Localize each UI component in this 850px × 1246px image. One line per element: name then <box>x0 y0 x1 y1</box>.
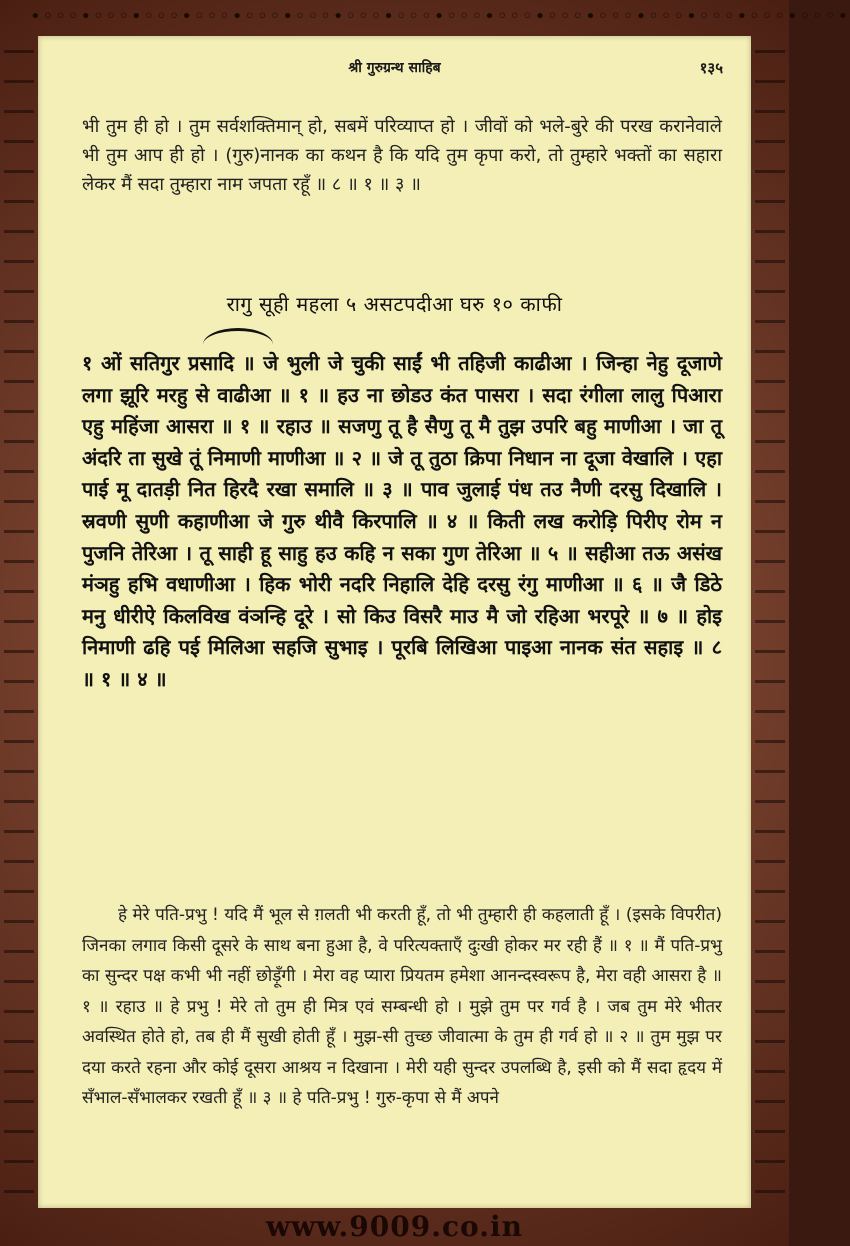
translation-top: भी तुम ही हो । तुम सर्वशक्तिमान् हो, सबमें परिव्याप्त हो । जीवों को भले-बुरे की परख करानेवाले भी तुम आप ही हो । (गुरु)नानक का कथन है कि यदि तुम कृपा करो, तो तुम्हारे भक्तों का सहारा लेकर मैं सदा तुम्हारा नाम जपता रहूँ ॥ ८ ॥ १ ॥ ३ ॥ <box>82 116 722 195</box>
left-ornament <box>4 36 34 1210</box>
footer-url: www.9009.co.in <box>266 1210 523 1243</box>
top-ornament: •◦◦◦•◦◦◦•◦◦◦•◦◦◦•◦◦◦•◦◦◦•◦◦◦•◦◦◦•◦◦◦•◦◦◦•◦◦◦•◦◦◦•◦◦◦•◦◦◦•◦◦◦•◦◦◦• <box>30 6 850 27</box>
scripture-page <box>38 36 751 1208</box>
raag-heading: रागु सूही महला ५ असटपदीआ घरु १० काफी <box>226 292 563 316</box>
translation-bottom: हे मेरे पति-प्रभु ! यदि मैं भूल से ग़लती भी करती हूँ, तो भी तुम्हारी ही कहलाती हूँ । (इसके विपरीत) जिनका लगाव किसी दूसरे के साथ बना हुआ है, वे परित्यक्ताएँ दुःखी होकर मर रही हैं ॥ १ ॥ मैं पति-प्रभु का सुन्दर पक्ष कभी भी नहीं छोड़ूँगी । मेरा वह प्यारा प्रियतम हमेशा आनन्दस्वरूप है, मेरा वही आसरा है ॥ १ ॥ रहाउ ॥ हे प्रभु ! मेरे तो तुम ही मित्र एवं सम्बन्धी हो । मुझे तुम पर गर्व है । जब तुम मेरे भीतर अवस्थित होते हो, तब ही मैं सुखी होती हूँ । मुझ-सी तुच्छ जीवात्मा के तुम ही गर्व हो ॥ २ ॥ तुम मुझ पर दया करते रहना और कोई दूसरा आश्रय न दिखाना । मेरी यही सुन्दर उपलब्धि है, इसी को मैं सदा हृदय में सँभाल-सँभालकर रखती हूँ ॥ ३ ॥ हे पति-प्रभु ! गुरु-कृपा से मैं अपने <box>82 905 722 1108</box>
page-number: १३५ <box>699 59 723 77</box>
right-ornament <box>755 36 785 1210</box>
page-header <box>38 58 751 88</box>
gurbani-text: १ ओं सतिगुर प्रसादि ॥ जे भुली जे चुकी साईं भी तहिजी काढीआ । जिन्हा नेहु दूजाणे लगा झूरि मरहु से वाढीआ ॥ १ ॥ हउ ना छोडउ कंत पासरा । सदा रंगीला लालु पिआरा एहु महिंजा आसरा ॥ १ ॥ रहाउ ॥ सजणु तू है सैणु तू मै तुझ उपरि बहु माणीआ । जा तू अंदरि ता सुखे तूं निमाणी माणीआ ॥ २ ॥ जे तू तुठा क्रिपा निधान ना दूजा वेखालि । एहा पाई मू दातड़ी नित हिरदै रखा समालि ॥ ३ ॥ पाव जुलाई पंध तउ नैणी दरसु दिखालि । स्रवणी सुणी कहाणीआ जे गुरु थीवै किरपालि ॥ ४ ॥ किती लख करोड़ि पिरीए रोम न पुजनि तेरिआ । तू साही हू साहु हउ कहि न सका गुण तेरिआ ॥ ५ ॥ सहीआ तऊ असंख मंञहु हभि वधाणीआ । हिक भोरी नदरि निहालि देहि दरसु रंगु माणीआ ॥ ६ ॥ जै डिठे मनु धीरीऐ किलविख वंञन्हि दूरे । सो किउ विसरै माउ मै जो रहिआ भरपूरे ॥ ७ ॥ होइ निमाणी ढहि पई मिलिआ सहजि सुभाइ । पूरबि लिखिआ पाइआ नानक संत सहाइ ॥ ८ ॥ १ ॥ ४ ॥ <box>82 351 722 691</box>
page-title: श्री गुरुग्रन्थ साहिब <box>348 60 441 76</box>
